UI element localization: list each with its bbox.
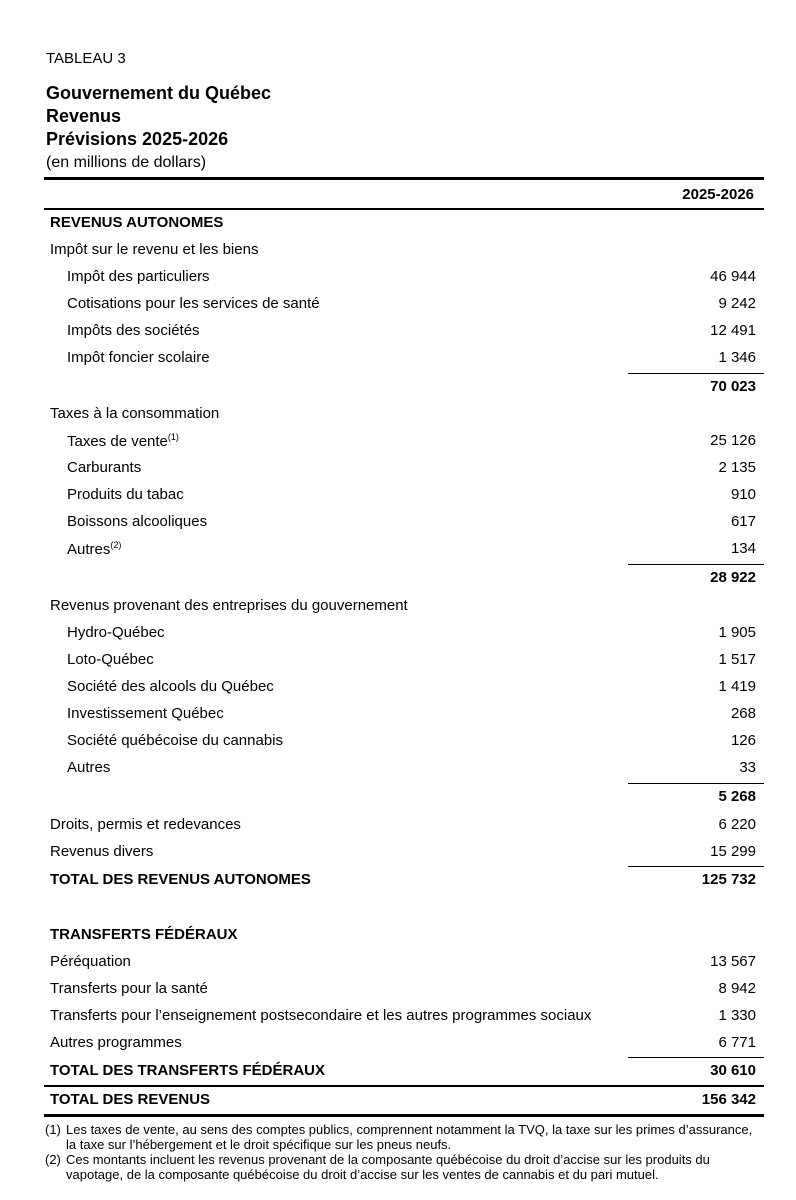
footnote-number: (2) — [45, 1152, 61, 1167]
row-value: 15 299 — [710, 843, 756, 860]
row-label: Taxes à la consommation — [50, 405, 220, 422]
row-label-text: Autres — [67, 541, 111, 558]
row-label: Société des alcools du Québec — [67, 678, 274, 695]
row-label: TRANSFERTS FÉDÉRAUX — [50, 926, 238, 943]
total-row-autonomes — [44, 867, 764, 894]
row-label: Loto-Québec — [67, 651, 154, 668]
row-label: Boissons alcooliques — [67, 513, 208, 530]
table-tag: TABLEAU 3 — [46, 50, 126, 67]
row-value: 1 517 — [718, 651, 756, 668]
row-label: Revenus divers — [50, 843, 154, 860]
row-label: Impôt foncier scolaire — [67, 349, 210, 366]
table-row — [44, 345, 764, 372]
group-heading-impot — [44, 237, 764, 264]
footnote-1 — [44, 1122, 764, 1152]
row-value: 33 — [739, 759, 756, 776]
subtotal-value: 5 268 — [718, 788, 756, 805]
row-value: 9 242 — [718, 295, 756, 312]
row-value: 1 419 — [718, 678, 756, 695]
total-row-transferts — [44, 1058, 764, 1085]
row-label: Hydro-Québec — [67, 624, 165, 641]
row-label-text: Taxes de vente — [67, 433, 168, 450]
footnote-2 — [44, 1152, 764, 1182]
row-label: Impôt des particuliers — [67, 268, 210, 285]
table-row — [44, 647, 764, 674]
row-value: 617 — [730, 513, 756, 530]
column-header: 2025-2026 — [682, 186, 754, 203]
page-title: Gouvernement du Québec — [46, 83, 272, 103]
row-value: 6 771 — [718, 1034, 756, 1051]
table-row — [44, 674, 764, 701]
group-heading-taxes — [44, 401, 764, 428]
table-row — [44, 428, 764, 455]
row-label: Revenus provenant des entreprises du gouvernement — [50, 597, 408, 614]
section-heading-autonomes — [44, 210, 764, 237]
footnote-text: Les taxes de vente, au sens des comptes publics, comprennent notamment la TVQ, la taxe sur les primes d’assurance, la taxe sur l’hébergement et le droit spécifique sur les pneus neufs. — [66, 1122, 753, 1152]
row-value: 30 610 — [710, 1062, 756, 1079]
group-heading-entreprises — [44, 593, 764, 620]
bottom-rule — [44, 1114, 764, 1117]
section-heading-transferts — [44, 922, 764, 949]
row-value: 13 567 — [710, 953, 756, 970]
table-row — [44, 812, 764, 839]
table-row — [44, 976, 764, 1003]
row-value: 12 491 — [710, 322, 756, 339]
table-row — [44, 318, 764, 345]
row-value: 126 — [730, 732, 756, 749]
row-value: 1 346 — [718, 349, 756, 366]
row-label: Autres — [67, 759, 111, 776]
table-row — [44, 755, 764, 782]
row-label: Péréquation — [50, 953, 131, 970]
row-label: TOTAL DES REVENUS AUTONOMES — [50, 871, 311, 888]
table-row — [44, 620, 764, 647]
row-label — [67, 540, 121, 558]
row-label: Investissement Québec — [67, 705, 224, 722]
row-label: Produits du tabac — [67, 486, 184, 503]
table-row — [44, 482, 764, 509]
footnote-text: Ces montants incluent les revenus provenant de la composante québécoise du droit d’accise sur les produits du vapotage, de la composante québécoise du droit d’accise sur les ventes de cannabis et du pari mutuel. — [66, 1152, 710, 1182]
footnotes — [44, 1122, 764, 1182]
grand-total-row — [44, 1087, 764, 1114]
page-subtitle: Revenus — [46, 106, 122, 126]
row-label: REVENUS AUTONOMES — [50, 214, 224, 231]
row-value: 1 905 — [718, 624, 756, 641]
row-value: 134 — [730, 540, 756, 557]
subtotal-value: 28 922 — [710, 569, 756, 586]
table-row — [44, 536, 764, 563]
row-value: 910 — [730, 486, 756, 503]
table-row — [44, 291, 764, 318]
table-row — [44, 949, 764, 976]
row-value: 6 220 — [718, 816, 756, 833]
top-rule — [44, 177, 764, 180]
row-label: Société québécoise du cannabis — [67, 732, 283, 749]
footnote-number: (1) — [45, 1122, 61, 1137]
footnote-ref: (1) — [167, 432, 179, 442]
row-label: Autres programmes — [50, 1034, 182, 1051]
row-label: TOTAL DES TRANSFERTS FÉDÉRAUX — [50, 1062, 326, 1079]
table-row — [44, 509, 764, 536]
row-value: 2 135 — [718, 459, 756, 476]
row-label: Carburants — [67, 459, 142, 476]
row-label: TOTAL DES REVENUS — [50, 1091, 211, 1108]
unit-note: (en millions de dollars) — [46, 154, 207, 171]
table-row — [44, 1030, 764, 1057]
row-label: Transferts pour l’enseignement postsecondaire et les autres programmes sociaux — [50, 1007, 592, 1024]
row-label: Droits, permis et redevances — [50, 816, 241, 833]
subtotal-row — [44, 784, 764, 811]
row-label: Impôts des sociétés — [67, 322, 200, 339]
subtotal-value: 70 023 — [710, 378, 756, 395]
row-value: 156 342 — [701, 1091, 756, 1108]
table-row — [44, 455, 764, 482]
table-row — [44, 264, 764, 291]
row-label: Transferts pour la santé — [50, 980, 208, 997]
footnote-ref: (2) — [110, 540, 122, 550]
subtotal-row — [44, 374, 764, 401]
row-label: Impôt sur le revenu et les biens — [50, 241, 259, 258]
table-row — [44, 1003, 764, 1030]
row-value: 125 732 — [701, 871, 756, 888]
row-label — [67, 432, 179, 450]
row-label: Cotisations pour les services de santé — [67, 295, 320, 312]
subtotal-row — [44, 565, 764, 592]
row-value: 46 944 — [710, 268, 756, 285]
row-value: 25 126 — [710, 432, 756, 449]
table-row — [44, 839, 764, 866]
page-period: Prévisions 2025-2026 — [46, 129, 229, 149]
row-value: 1 330 — [718, 1007, 756, 1024]
table-row — [44, 701, 764, 728]
row-value: 8 942 — [718, 980, 756, 997]
row-value: 268 — [730, 705, 756, 722]
table-row — [44, 728, 764, 755]
